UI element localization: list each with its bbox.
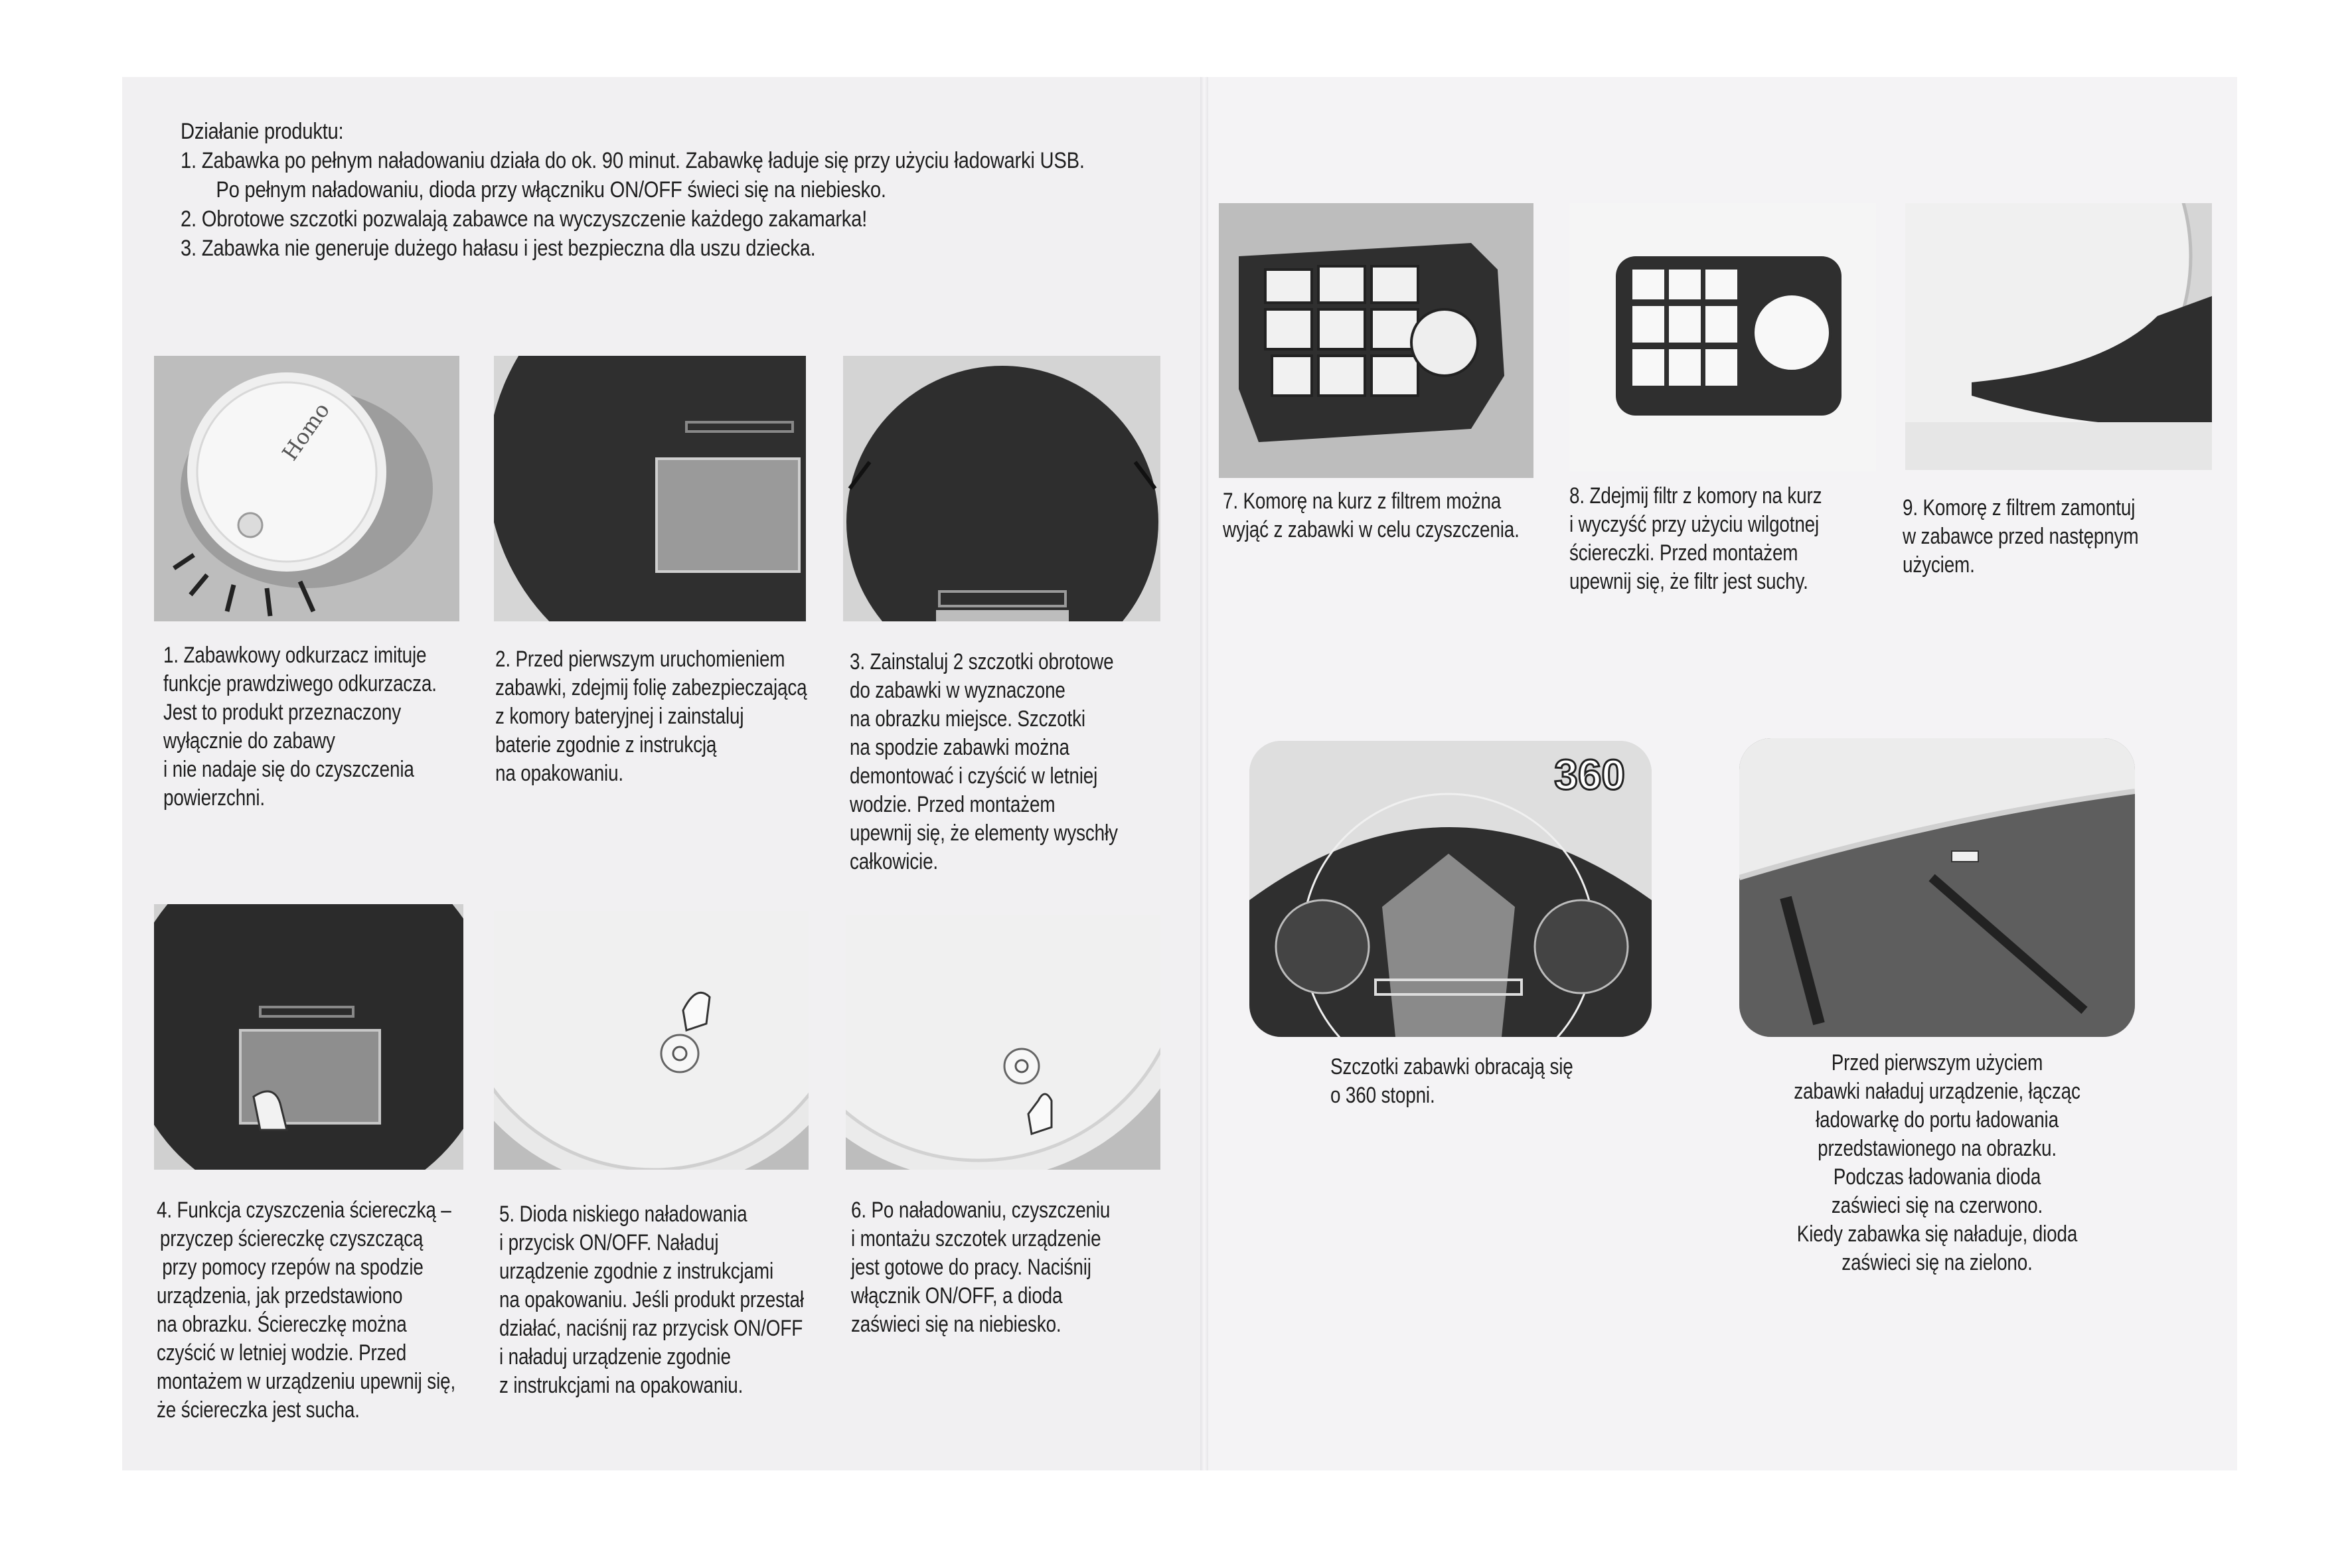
intro-line: 1. Zabawka po pełnym naładowaniu działa do ok. 90 minut. Zabawkę ładuje się przy użyciu ładowarki USB. (181, 148, 1085, 173)
step-caption-4 (157, 1196, 455, 1425)
step-caption-1 (163, 641, 437, 813)
caption-line: zaświeci się na niebiesko. (851, 1312, 1061, 1337)
caption-line: 2. Przed pierwszym uruchomieniem (495, 647, 785, 672)
caption-line: 4. Funkcja czyszczenia ściereczką – (157, 1198, 451, 1223)
caption-line: powierzchni. (163, 785, 265, 811)
caption-line: użyciem. (1903, 552, 1975, 578)
caption-line: i przycisk ON/OFF. Naładuj (499, 1230, 719, 1255)
rotation-badge: 360 (1554, 751, 1625, 799)
caption-line: funkcje prawdziwego odkurzacza. (163, 671, 437, 696)
caption-line: zaświeci się na czerwono. (1831, 1193, 2043, 1218)
caption-line: na opakowaniu. Jeśli produkt przestał (499, 1287, 804, 1312)
caption-line: przedstawionego na obrazku. (1818, 1136, 2057, 1161)
caption-line: Szczotki zabawki obracają się (1330, 1054, 1573, 1079)
caption-line: Jest to produkt przeznaczony (163, 700, 402, 725)
caption-line: i naładuj urządzenie zgodnie (499, 1344, 731, 1370)
caption-line: 6. Po naładowaniu, czyszczeniu (851, 1198, 1111, 1223)
caption-line: ładowarkę do portu ładowania (1816, 1107, 2059, 1133)
caption-line: ściereczki. Przed montażem (1569, 540, 1798, 566)
battery-compartment-photo (494, 356, 806, 621)
caption-line: demontować i czyścić w letniej (850, 763, 1098, 789)
cleaning-cloth-drawing (154, 904, 463, 1170)
caption-line: zabawki, zdejmij folię zabezpieczającą (495, 675, 807, 700)
intro-line: 2. Obrotowe szczotki pozwalają zabawce na wyczyszczenie każdego zakamarka! (181, 206, 868, 232)
step-caption-7 (1223, 487, 1520, 544)
caption-line: na spodzie zabawki można (850, 735, 1069, 760)
intro-line: Po pełnym naładowaniu, dioda przy włączniku ON/OFF świeci się na niebiesko. (216, 177, 886, 202)
caption-line: na opakowaniu. (495, 761, 624, 786)
caption-line: 5. Dioda niskiego naładowania (499, 1202, 747, 1227)
caption-line: z instrukcjami na opakowaniu. (499, 1373, 744, 1398)
caption-line: na obrazku. Ściereczkę można (157, 1312, 407, 1337)
battery-compartment-drawing (494, 356, 806, 621)
robot-vacuum-top-photo (154, 356, 459, 621)
caption-line: wyłącznie do zabawy (163, 728, 335, 753)
caption-line: że ściereczka jest sucha. (157, 1397, 360, 1423)
caption-line: 1. Zabawkowy odkurzacz imituje (163, 643, 427, 668)
caption-line: i nie nadaje się do czyszczenia (163, 757, 414, 782)
cleaning-cloth-photo (154, 904, 463, 1170)
caption-line: całkowicie. (850, 849, 939, 874)
intro-line: 3. Zabawka nie generuje dużego hałasu i jest bezpieczna dla uszu dziecka. (181, 236, 816, 261)
intro-heading: Działanie produktu: (181, 119, 344, 144)
dust-filter-photo (1569, 203, 1876, 471)
step-caption-6 (851, 1196, 1110, 1339)
step-caption-5 (499, 1200, 804, 1400)
caption-line: działać, naciśnij raz przycisk ON/OFF (499, 1316, 803, 1341)
caption-line: Przed pierwszym użyciem (1831, 1050, 2043, 1075)
caption-line: o 360 stopni. (1330, 1083, 1435, 1108)
caption-line: 8. Zdejmij filtr z komory na kurz (1569, 483, 1822, 509)
robot-vacuum-top-photo-drawing (154, 356, 459, 621)
caption-line: do zabawki w wyznaczone (850, 678, 1065, 703)
caption-line: na obrazku miejsce. Szczotki (850, 706, 1085, 732)
caption-line: urządzenia, jak przedstawiono (157, 1283, 403, 1308)
caption-line: upewnij się, że filtr jest suchy. (1569, 569, 1808, 594)
caption-line: urządzenie zgodnie z instrukcjami (499, 1259, 773, 1284)
product-logo-text: Homo (277, 398, 335, 465)
brushes-caption (1330, 1053, 1573, 1110)
charging-port-drawing (1739, 738, 2135, 1037)
caption-line: przy pomocy rzepów na spodzie (162, 1255, 424, 1280)
caption-line: baterie zgodnie z instrukcją (495, 732, 717, 757)
dust-filter-removal-photo (1219, 203, 1533, 478)
power-button-drawing (846, 915, 1160, 1170)
caption-line: przyczep ściereczkę czyszczącą (159, 1226, 424, 1251)
underside-brushes-photo (843, 356, 1160, 621)
step-caption-2 (495, 645, 807, 788)
step-caption-8 (1569, 482, 1822, 596)
caption-line: włącznik ON/OFF, a dioda (851, 1283, 1063, 1308)
caption-line: 7. Komorę na kurz z filtrem można (1223, 489, 1502, 514)
step-caption-3 (850, 648, 1118, 876)
caption-line: i wyczyść przy użyciu wilgotnej (1569, 512, 1820, 537)
book-spine (1200, 77, 1208, 1470)
filter-mounted-photo (1905, 203, 2212, 470)
caption-line: czyścić w letniej wodzie. Przed (157, 1340, 407, 1366)
caption-line: jest gotowe do pracy. Naciśnij (851, 1255, 1091, 1280)
caption-line: 3. Zainstaluj 2 szczotki obrotowe (850, 649, 1114, 674)
step-caption-9 (1903, 494, 2138, 580)
caption-line: upewnij się, że elementy wyschły (850, 821, 1118, 846)
caption-line: Podczas ładowania dioda (1833, 1164, 2041, 1190)
low-battery-led-drawing (494, 911, 809, 1170)
dust-filter-drawing (1569, 203, 1876, 471)
caption-line: wodzie. Przed montażem (850, 792, 1056, 817)
caption-line: zaświeci się na zielono. (1842, 1250, 2033, 1275)
low-battery-led-photo (494, 911, 809, 1170)
caption-line: montażem w urządzeniu upewnij się, (157, 1369, 456, 1394)
rotating-brushes-photo (1249, 741, 1652, 1037)
charging-port-photo (1739, 738, 2135, 1037)
charging-caption (1772, 1049, 2101, 1277)
underside-brushes-drawing (843, 356, 1160, 621)
caption-line: 9. Komorę z filtrem zamontuj (1903, 495, 2136, 520)
product-intro (181, 117, 1085, 263)
caption-line: Kiedy zabawka się naładuje, dioda (1796, 1221, 2078, 1247)
dust-filter-removal-drawing (1219, 203, 1533, 478)
power-button-photo (846, 915, 1160, 1170)
caption-line: w zabawce przed następnym (1903, 524, 2139, 549)
caption-line: wyjąć z zabawki w celu czyszczenia. (1223, 517, 1520, 542)
caption-line: zabawki naładuj urządzenie, łącząc (1794, 1079, 2080, 1104)
caption-line: i montażu szczotek urządzenie (851, 1226, 1101, 1251)
caption-line: z komory bateryjnej i zainstaluj (495, 704, 744, 729)
filter-mounted-drawing (1905, 203, 2212, 470)
